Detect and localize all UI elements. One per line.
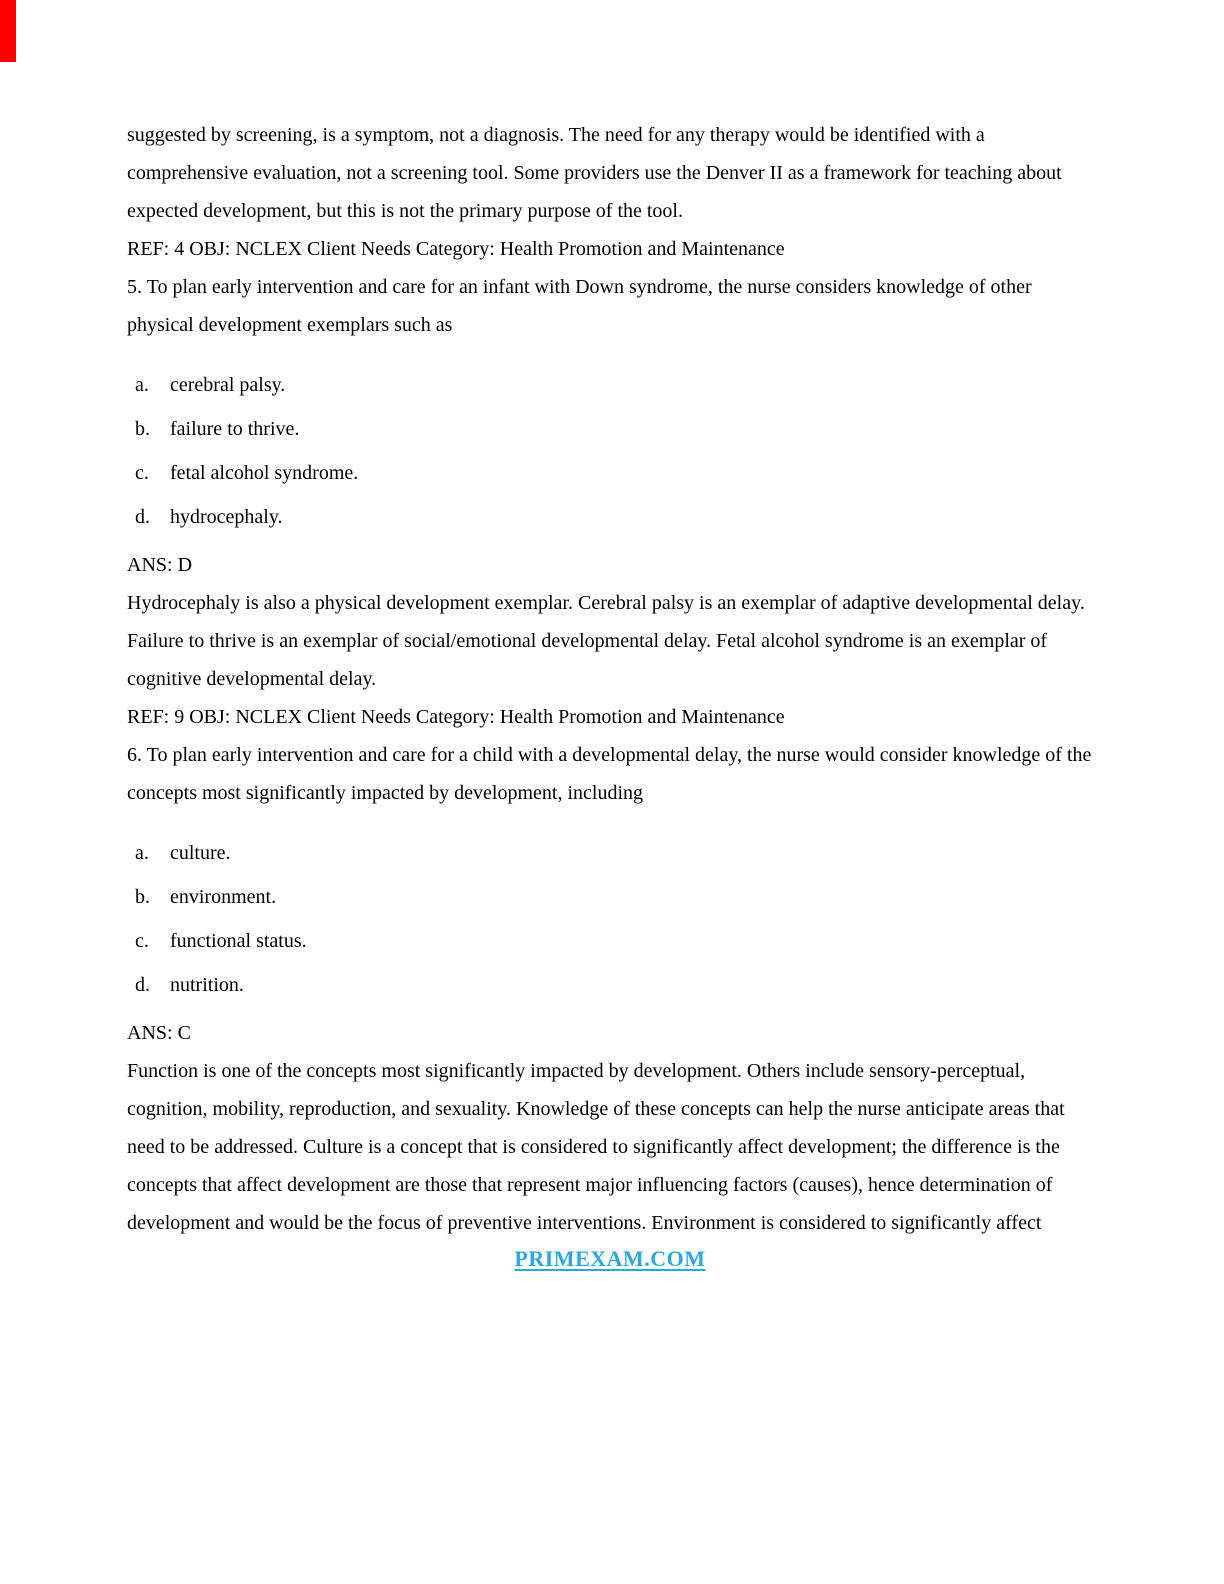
question-5-option-b xyxy=(127,414,1093,445)
question-6-rationale: Function is one of the concepts most significantly impacted by development. Others include sensory-perceptual, cognition, mobility, reproduction, and sexuality. Knowledge of these concepts can help the nurse anticipate areas that need to be addressed. Culture is a concept that is considered to significantly affect development; the difference is the concepts that affect development are those that represent major influencing factors (causes), hence determination of development and would be the focus of preventive interventions. Environment is considered to significantly affect xyxy=(127,1060,1065,1234)
question-5-stem: 5. To plan early intervention and care for an infant with Down syndrome, the nurse considers knowledge of other physical development exemplars such as xyxy=(127,276,1032,336)
option-text: functional status. xyxy=(170,930,307,952)
option-text: failure to thrive. xyxy=(170,418,300,440)
page-content xyxy=(127,0,1093,1272)
option-text: nutrition. xyxy=(170,974,244,996)
option-text: culture. xyxy=(170,842,231,864)
option-letter: b. xyxy=(135,418,150,440)
option-letter: d. xyxy=(135,974,150,996)
option-letter: a. xyxy=(135,374,149,396)
ref-line-question-4: REF: 4 OBJ: NCLEX Client Needs Category: Health Promotion and Maintenance xyxy=(127,238,785,260)
question-5-option-a xyxy=(127,370,1093,401)
option-letter: d. xyxy=(135,506,150,528)
question-6-option-c xyxy=(127,926,1093,957)
option-letter: c. xyxy=(135,930,149,952)
question-5-rationale: Hydrocephaly is also a physical development exemplar. Cerebral palsy is an exemplar of adaptive developmental delay. Failure to thrive is an exemplar of social/emotional developmental delay. Fetal alcohol syndrome is an exemplar of cognitive developmental delay. xyxy=(127,592,1085,690)
question-6-option-d xyxy=(127,970,1093,1001)
question-5-option-d xyxy=(127,502,1093,533)
question-5-options xyxy=(127,370,1093,533)
option-text: hydrocephaly. xyxy=(170,506,283,528)
option-letter: a. xyxy=(135,842,149,864)
page-footer xyxy=(127,1246,1093,1272)
question-6-answer-line: ANS: C xyxy=(127,1022,191,1044)
option-text: fetal alcohol syndrome. xyxy=(170,462,359,484)
question-6-stem: 6. To plan early intervention and care for a child with a developmental delay, the nurse would consider knowledge of the concepts most significantly impacted by development, including xyxy=(127,744,1092,804)
question-6-option-b xyxy=(127,882,1093,913)
option-text: cerebral palsy. xyxy=(170,374,286,396)
continuation-paragraph: suggested by screening, is a symptom, not a diagnosis. The need for any therapy would be identified with a comprehensive evaluation, not a screening tool. Some providers use the Denver II as a framework for teaching about expected development, but this is not the primary purpose of the tool. xyxy=(127,124,1062,222)
question-5-option-c xyxy=(127,458,1093,489)
question-6-option-a xyxy=(127,838,1093,869)
option-letter: b. xyxy=(135,886,150,908)
question-6-options xyxy=(127,838,1093,1001)
option-text: environment. xyxy=(170,886,277,908)
question-5-answer-line: ANS: D xyxy=(127,554,193,576)
option-letter: c. xyxy=(135,462,149,484)
footer-link[interactable]: PRIMEXAM.COM xyxy=(514,1246,706,1271)
red-page-marker xyxy=(0,0,16,62)
ref-line-question-5: REF: 9 OBJ: NCLEX Client Needs Category: Health Promotion and Maintenance xyxy=(127,706,785,728)
